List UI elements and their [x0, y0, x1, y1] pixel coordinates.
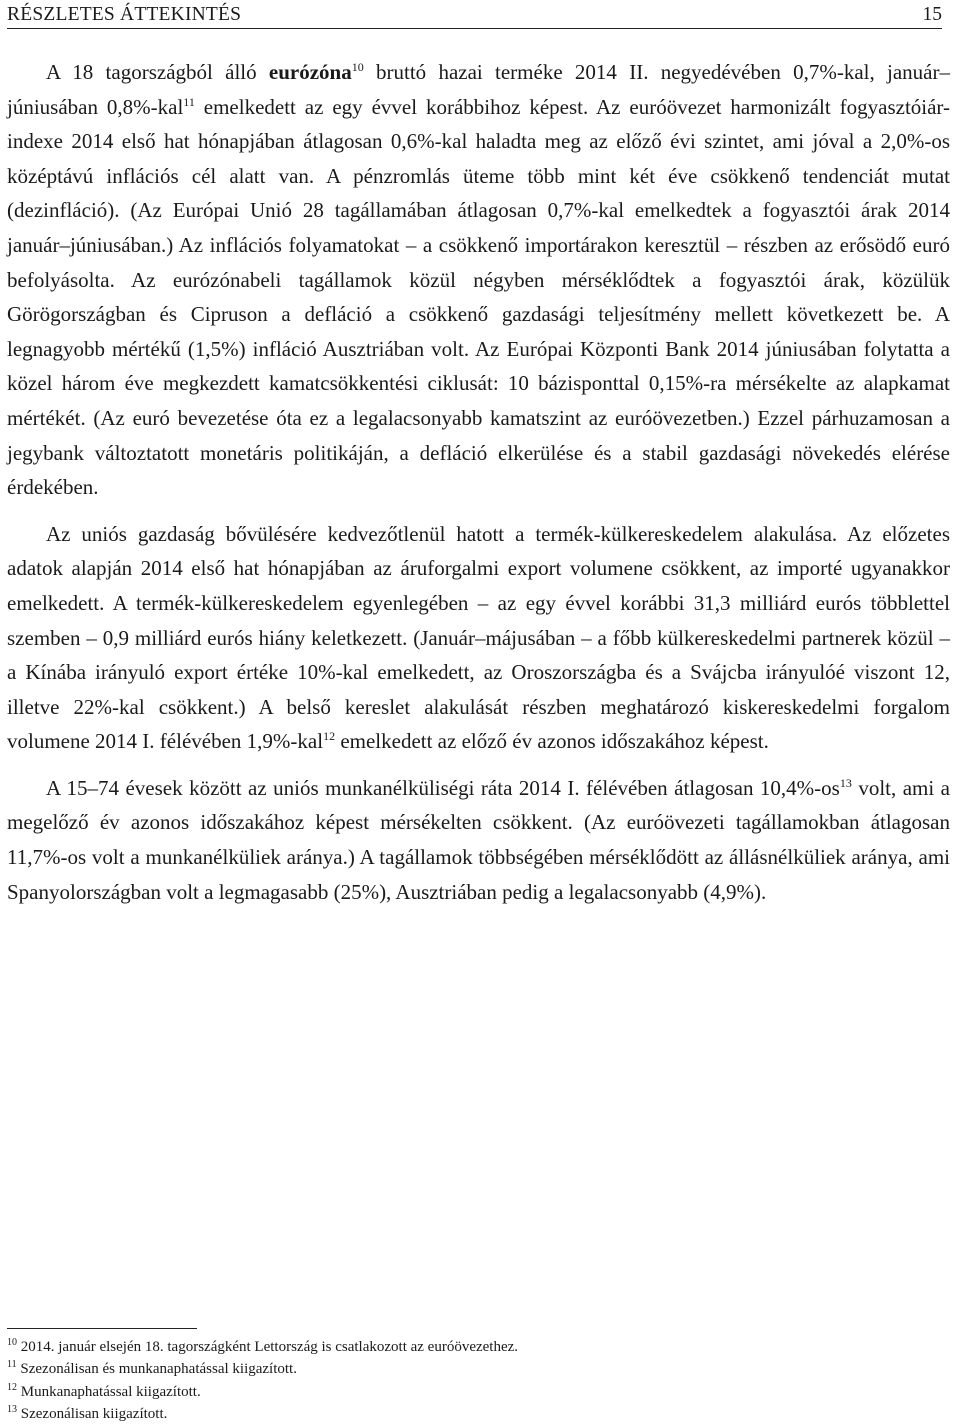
paragraph-eurozone-gdp [7, 55, 950, 505]
text-run: volt, ami a megelőző év azonos időszakához képest mérsékelten csökkent. (Az euróövezeti tagállamokban átlagosan 11,7%-os volt a munkanélküliek aránya.) A tagállamok többségében mérséklődött az állásnélküliek aránya, ami Spanyolországban volt a legmagasabb (25%), Ausztriában pedig a legalacsonyabb (4,9%). [7, 775, 951, 904]
footnote-item [7, 1358, 907, 1380]
paragraph-trade [7, 517, 950, 759]
footnote-item [7, 1403, 907, 1425]
footnote-separator [7, 1328, 197, 1329]
footnote-number: 10 [7, 1337, 17, 1348]
text-run: A 15–74 évesek között az uniós munkanélküliségi ráta 2014 I. félévében átlagosan 10,4%-os [46, 775, 840, 800]
footnote-number: 12 [7, 1381, 17, 1393]
footnote-text: Munkanaphatással kiigazított. [17, 1383, 201, 1400]
text-run: Az uniós gazdaság bővülésére kedvezőtlenül hatott a termék-külkereskedelem alakulása. Az előzetes adatok alapján 2014 első hat hónapjában az áruforgalmi export volumene csökkent, az importé ugyanakkor emelkedett. A termék-külkereskedelem egyenlegében – az egy évvel korábbi 31,3 milliárd eurós többlettel szemben – 0,9 milliárd eurós hiány keletkezett. (Január–májusában – a főbb külkereskedelmi partnerek közül – a Kínába irányuló export értéke 10%-kal emelkedett, az Oroszországba és a Svájcba irányulóé viszont 12, illetve 22%-kal csökkent.) A belső kereslet alakulását részben meghatározó kiskereskedelmi forgalom volumene 2014 I. félévében 1,9%-kal [7, 521, 950, 754]
section-title: RÉSZLETES ÁTTEKINTÉS [7, 4, 242, 25]
footnote-ref-11[interactable]: 11 [183, 94, 195, 109]
footnotes [7, 1336, 907, 1425]
term-eurozone: eurózóna [268, 60, 352, 84]
footnote-number: 13 [7, 1403, 17, 1415]
text-run: emelkedett az előző év azonos időszakához képest. [335, 729, 769, 754]
footnote-text: Szezonálisan és munkanaphatással kiigazított. [16, 1361, 297, 1378]
footnote-ref-13[interactable]: 13 [839, 775, 852, 790]
footnote-item [7, 1336, 907, 1358]
text-run: A 18 tagországból álló [46, 60, 269, 84]
footnote-item [7, 1381, 907, 1403]
footnote-ref-10[interactable]: 10 [351, 60, 364, 74]
text-run: emelkedett az egy évvel korábbihoz képest. Az euróövezet harmonizált fogyasztóiár-indexe 2014 első hat hónapjában átlagosan 0,6%-kal haladta meg az előző évi szintet, ami jóval a 2,0%-os középtávú inflációs cél alatt van. A pénzromlás üteme több mint két éve csökkenő tendenciát mutat (dezinfláció). (Az Európai Unió 28 tagállamában átlagosan 0,7%-kal emelkedtek a fogyasztói árak 2014 január–júniusában.) Az inflációs folyamatokat – a csökkenő importárakon keresztül – részben az erősödő euró befolyásolta. Az eurózónabeli tagállamok közül négyben mérséklődtek a fogyasztói árak, közülük Görögországban és Cipruson a defláció a csökkenő gazdasági teljesítmény mellett következett be. A legnagyobb mértékű (1,5%) infláció Ausztriában volt. Az Európai Központi Bank 2014 júniusában folytatta a közel három éve megkezdett kamatcsökkentési ciklusát: 10 bázisponttal 0,15%-ra mérsékelte az alapkamat mértékét. (Az euró bevezetése óta ez a legalacsonyabb kamatszint az euróövezetben.) Ezzel párhuzamosan a jegybank változtatott monetáris politikáján, a defláció elkerülése és a stabil gazdasági növekedés elérése érdekében. [7, 94, 951, 500]
footnote-ref-12[interactable]: 12 [323, 729, 336, 744]
footnote-text: Szezonálisan kiigazított. [17, 1405, 168, 1422]
page-header [7, 0, 942, 29]
text-run: bruttó hazai terméke 2014 II. negyedévében 0,7%-kal, január–júniusában 0,8%-kal [7, 60, 950, 119]
body-text [7, 55, 950, 921]
footnote-text: 2014. január elsején 18. tagországként Lettország is csatlakozott az euróövezethez. [17, 1339, 519, 1355]
footnote-number: 11 [7, 1359, 17, 1371]
page-number: 15 [922, 4, 942, 25]
paragraph-unemployment [7, 771, 950, 909]
